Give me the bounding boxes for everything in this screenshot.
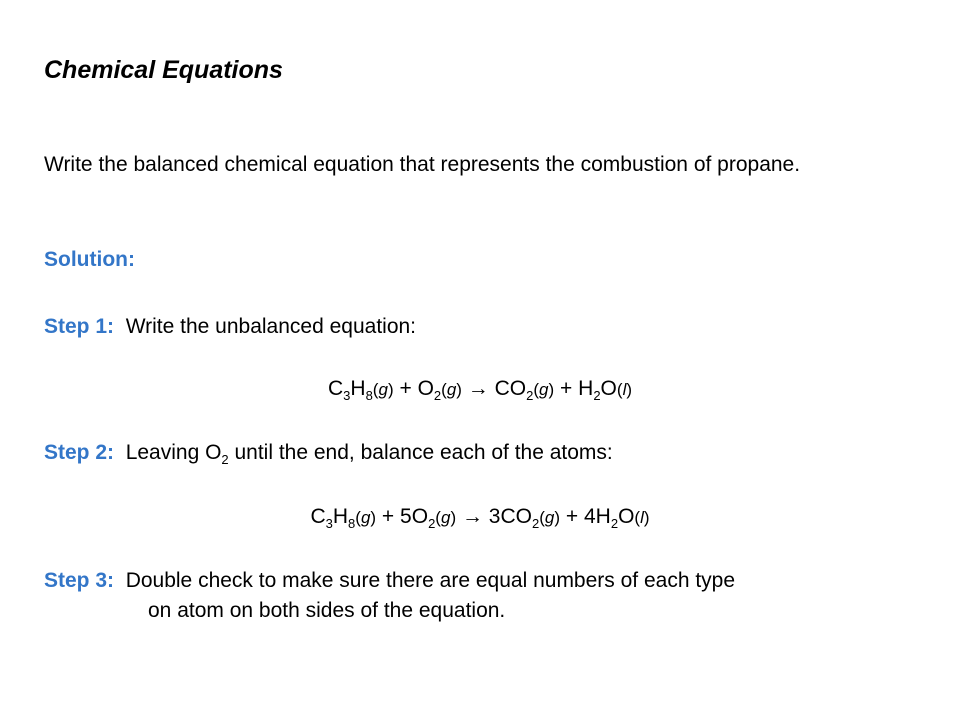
eq1-plus: +: [399, 377, 412, 400]
step-3-line-1: Double check to make sure there are equal numbers of each type: [125, 569, 736, 592]
eq1-reactant-oxygen: $O_2(g)$: [417, 377, 462, 403]
step-1-text: Write the unbalanced equation:: [125, 315, 417, 338]
eq2-plus-2: +: [565, 505, 579, 528]
step-3: [44, 566, 924, 626]
step-1: [44, 312, 924, 342]
step-3-label: Step 3:: [44, 569, 115, 592]
eq2-product-water: $4H_2O(l)$: [583, 505, 650, 531]
eq2-plus: +: [381, 505, 395, 528]
eq2-reactant-oxygen: $5O_2(g)$: [400, 505, 457, 531]
eq1-product-water: $H_2O(l)$: [578, 377, 633, 403]
problem-prompt: Write the balanced chemical equation that represents the combustion of propane.: [44, 153, 801, 176]
eq2-reactant-propane: $C_3H_8(g)$: [310, 505, 377, 531]
unbalanced-equation: [0, 374, 960, 405]
eq1-arrow: →: [467, 377, 489, 400]
step-3-line-2: on atom on both sides of the equation.: [148, 599, 506, 622]
solution-label: Solution:: [44, 248, 135, 271]
step-2-text: Leaving $O_2$ until the end, balance each of the atoms:: [125, 441, 613, 467]
step-2-label: Step 2:: [44, 441, 115, 464]
eq1-product-co2: $CO_2(g)$: [494, 377, 555, 403]
eq2-product-co2: $3CO_2(g)$: [488, 505, 561, 531]
eq1-reactant-propane: $C_3H_8(g)$: [327, 377, 394, 403]
eq2-arrow: →: [461, 505, 483, 528]
eq1-plus-2: +: [560, 377, 573, 400]
balanced-equation: [0, 502, 960, 533]
step-2: [44, 438, 924, 468]
slide-title: Chemical Equations: [44, 56, 283, 84]
step-1-label: Step 1:: [44, 315, 115, 338]
